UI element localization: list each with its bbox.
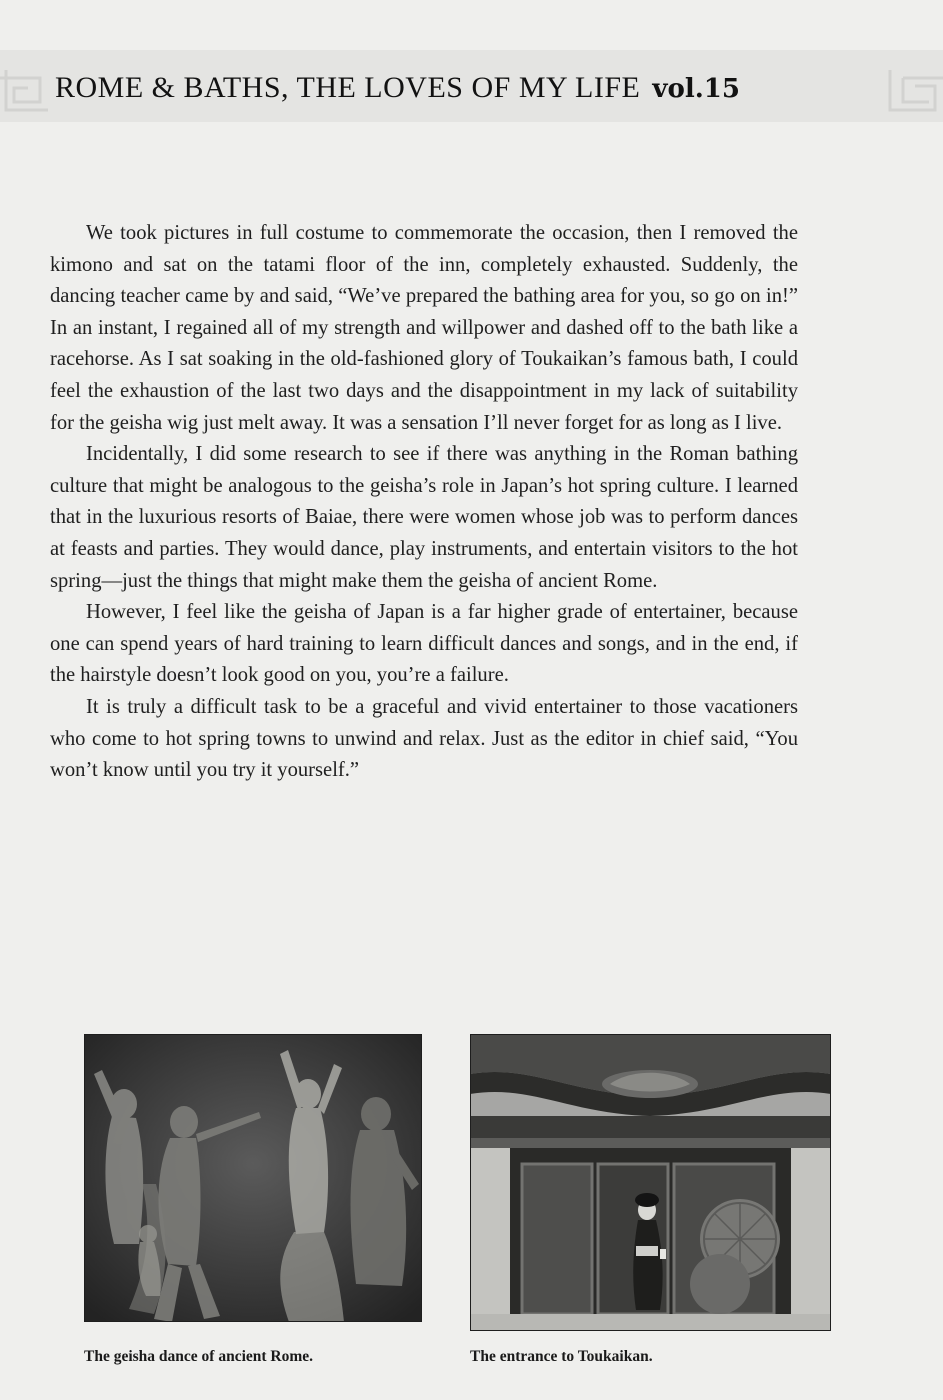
figure-roman-dance-photo <box>84 1034 422 1322</box>
figure-1-caption: The geisha dance of ancient Rome. <box>84 1348 314 1365</box>
volume-mark: vol.15 <box>652 74 740 104</box>
paragraph-3: However, I feel like the geisha of Japan is a far higher grade of entertainer, because one can spend years of hard training to learn difficult dances and songs, and in the end, if the hairstyle doesn’t look good on you, you’re a failure. <box>50 601 798 687</box>
paragraph-4: It is truly a difficult task to be a graceful and vivid entertainer to those vacationers who come to hot spring towns to unwind and relax. Just as the editor in chief said, “You won’t know until you try it yourself.” <box>50 695 798 782</box>
paragraph-2: Incidentally, I did some research to see if there was anything in the Roman bathing culture that might be analogous to the geisha’s role in Japan’s hot spring culture. I learned that in the luxurious resorts of Baiae, there were women whose job was to perform dances at feasts and parties. They would dance, play instruments, and entertain visitors to the hot spring—just the things that might make them the geisha of ancient Rome. <box>50 443 798 592</box>
figure-toukaikan-photo <box>470 1034 831 1331</box>
paragraph-1: We took pictures in full costume to commemorate the occasion, then I removed the kimono and sat on the tatami floor of the inn, completely exhausted. Suddenly, the dancing teacher came by and said, “We’ve prepared the bathing area for you, so go on in!” In an instant, I regained all of my strength and willpower and dashed off to the bath like a racehorse. As I sat soaking in the old-fashioned glory of Toukaikan’s famous bath, I could feel the exhaustion of the last two days and the disappointment in my lack of suitability for the geisha wig just melt away. It was a sensation I’ll never forget for as long as I live. <box>50 222 798 434</box>
toukaikan-entrance-image <box>470 1034 831 1331</box>
body-text <box>50 218 798 787</box>
running-header-title: ROME & BATHS, THE LOVES OF MY LIFE <box>55 71 641 104</box>
roman-dancers-image <box>84 1034 422 1322</box>
running-header <box>55 70 740 107</box>
figure-2-caption: The entrance to Toukaikan. <box>470 1348 653 1365</box>
